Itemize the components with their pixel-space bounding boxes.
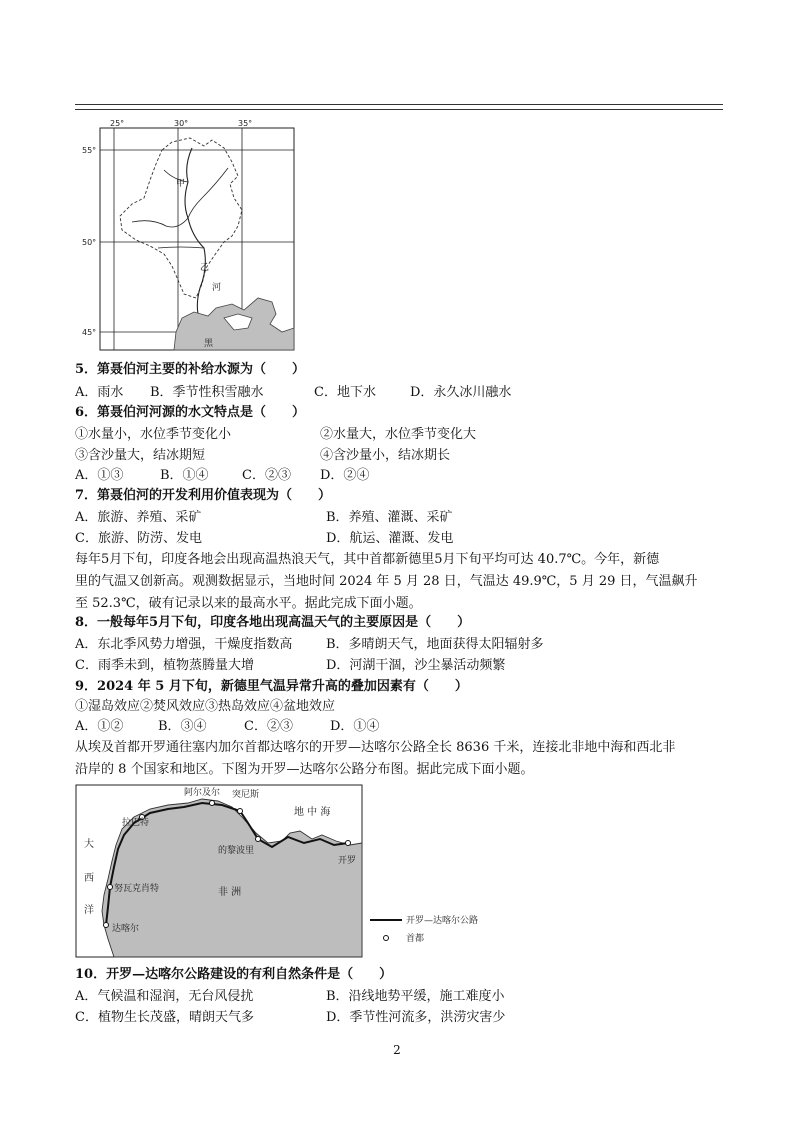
q6-item-3: ③含沙量大，结冰期短 [75,448,206,463]
q8-stem: 8．一般每年5月下旬，印度各地出现高温天气的主要原因是（ ） [75,615,471,630]
q6-option-b[interactable]: B．①④ [160,468,209,483]
tributary-west [132,218,188,227]
lon-label-30: 30° [174,119,189,128]
basin-boundary [120,138,242,298]
q10-option-a[interactable]: A．气候温和湿润，无台风侵扰 [75,989,254,1004]
label-yi: 乙 [200,263,210,273]
label-tunis: 突尼斯 [232,790,260,800]
q7-option-b[interactable]: B．养殖、灌溉、采矿 [326,510,453,525]
lon-label-35: 35° [238,119,253,128]
q9-items: ①湿岛效应②焚风效应③热岛效应④盆地效应 [75,699,336,714]
q5-option-a[interactable]: A．雨水 [75,385,124,400]
q5-option-c[interactable]: C．地下水 [314,385,376,400]
lat-label-50: 50° [82,238,97,247]
header-rule-top [75,104,723,105]
q6-stem: 6．第聂伯河河源的水文特点是（ ） [75,405,306,420]
label-africa: 非 洲 [218,887,242,898]
tributary-east [188,168,228,218]
page-number: 2 [393,1043,401,1057]
q9-stem: 9．2024 年 5 月下旬，新德里气温异常升高的叠加因素有（ ） [75,679,468,694]
label-atlantic-3: 洋 [84,905,94,916]
q7-option-d[interactable]: D．航运、灌溉、发电 [326,531,454,546]
label-cairo: 开罗 [338,856,357,866]
label-nouakchott: 努瓦克肖特 [114,884,160,894]
passage2-line-3: 至 52.3℃，破有记录以来的最高水平。据此完成下面小题。 [75,596,422,611]
lat-label-55: 55° [82,146,97,155]
q5-stem: 5．第聂伯河主要的补给水源为（ ） [75,362,306,377]
q10-option-c[interactable]: C．植物生长茂盛，晴朗天气多 [75,1010,254,1025]
label-he: 河 [212,283,222,293]
dnieper-river [185,148,205,314]
q10-option-b[interactable]: B．沿线地势平缓，施工难度小 [326,989,505,1004]
label-tripoli: 的黎波里 [218,846,255,856]
label-med: 地 中 海 [294,807,331,818]
label-rabat: 拉巴特 [122,818,150,828]
legend-capital-label: 首都 [406,934,425,944]
label-algiers: 阿尔及尔 [184,788,221,798]
q9-option-c[interactable]: C．②③ [244,719,293,734]
q9-option-a[interactable]: A．①② [75,719,124,734]
label-dakar: 达喀尔 [112,924,140,934]
q10-option-d[interactable]: D．季节性河流多，洪涝灾害少 [326,1010,506,1025]
q6-option-c[interactable]: C．②③ [242,468,291,483]
q6-option-d[interactable]: D．②④ [320,468,370,483]
capital-marker-nouakchott [108,885,113,890]
legend-road-label: 开罗—达喀尔公路 [406,916,479,926]
capital-marker-algiers [210,801,215,806]
label-hei: 黑 [204,339,214,349]
q7-option-c[interactable]: C．旅游、防涝、发电 [75,531,202,546]
q5-option-d[interactable]: D．永久冰川融水 [410,385,512,400]
q6-item-4: ④含沙量小，结冰期长 [320,448,451,463]
passage2-line-2: 里的气温又创新高。观测数据显示，当地时间 2024 年 5 月 28 日，气温达 49.9℃，5 月 29 日，气温飙升 [75,574,698,589]
q5-option-b[interactable]: B．季节性积雪融水 [150,385,264,400]
label-atlantic-1: 大 [84,839,94,850]
label-atlantic-2: 西 [84,873,94,884]
q7-stem: 7．第聂伯河的开发利用价值表现为（ ） [75,488,332,503]
q10-stem: 10．开罗—达喀尔公路建设的有利自然条件是（ ） [75,967,393,982]
capital-marker-cairo [346,841,351,846]
legend-capital-swatch [384,936,389,941]
header-rule-bottom [75,109,723,110]
q9-option-d[interactable]: D．①④ [330,719,380,734]
passage2-line-1: 每年5月下旬，印度各地会出现高温热浪天气，其中首都新德里5月下旬平均可达 40.7℃。今年，新德 [75,552,660,567]
tributary-south [158,247,204,248]
passage3-line-2: 沿岸的 8 个国家和地区。下图为开罗—达喀尔公路分布图。据此完成下面小题。 [75,762,534,777]
q8-option-c[interactable]: C．雨季未到，植物蒸腾量大增 [75,658,254,673]
lat-label-45: 45° [82,328,97,337]
q8-option-b[interactable]: B．多晴朗天气，地面获得太阳辐射多 [326,637,544,652]
capital-marker-dakar [104,923,109,928]
label-jia: 甲 [176,179,186,189]
q9-option-b[interactable]: B．③④ [158,719,207,734]
lon-label-25: 25° [110,119,125,128]
capital-marker-tripoli [256,837,261,842]
passage3-line-1: 从埃及首都开罗通往塞内加尔首都达喀尔的开罗—达喀尔公路全长 8636 千米，连接北非地中海和西北非 [75,740,676,755]
q6-option-a[interactable]: A．①③ [75,468,124,483]
q6-item-1: ①水量小，水位季节变化小 [75,427,232,442]
q8-option-d[interactable]: D．河湖干涸，沙尘暴活动频繁 [326,658,506,673]
cairo-dakar-map [72,783,512,959]
q7-option-a[interactable]: A．旅游、养殖、采矿 [75,510,202,525]
q8-option-a[interactable]: A．东北季风势力增强，干燥度指数高 [75,637,293,652]
dnieper-map [82,118,298,354]
capital-marker-tunis [238,809,243,814]
q6-item-2: ②水量大，水位季节变化大 [320,427,477,442]
